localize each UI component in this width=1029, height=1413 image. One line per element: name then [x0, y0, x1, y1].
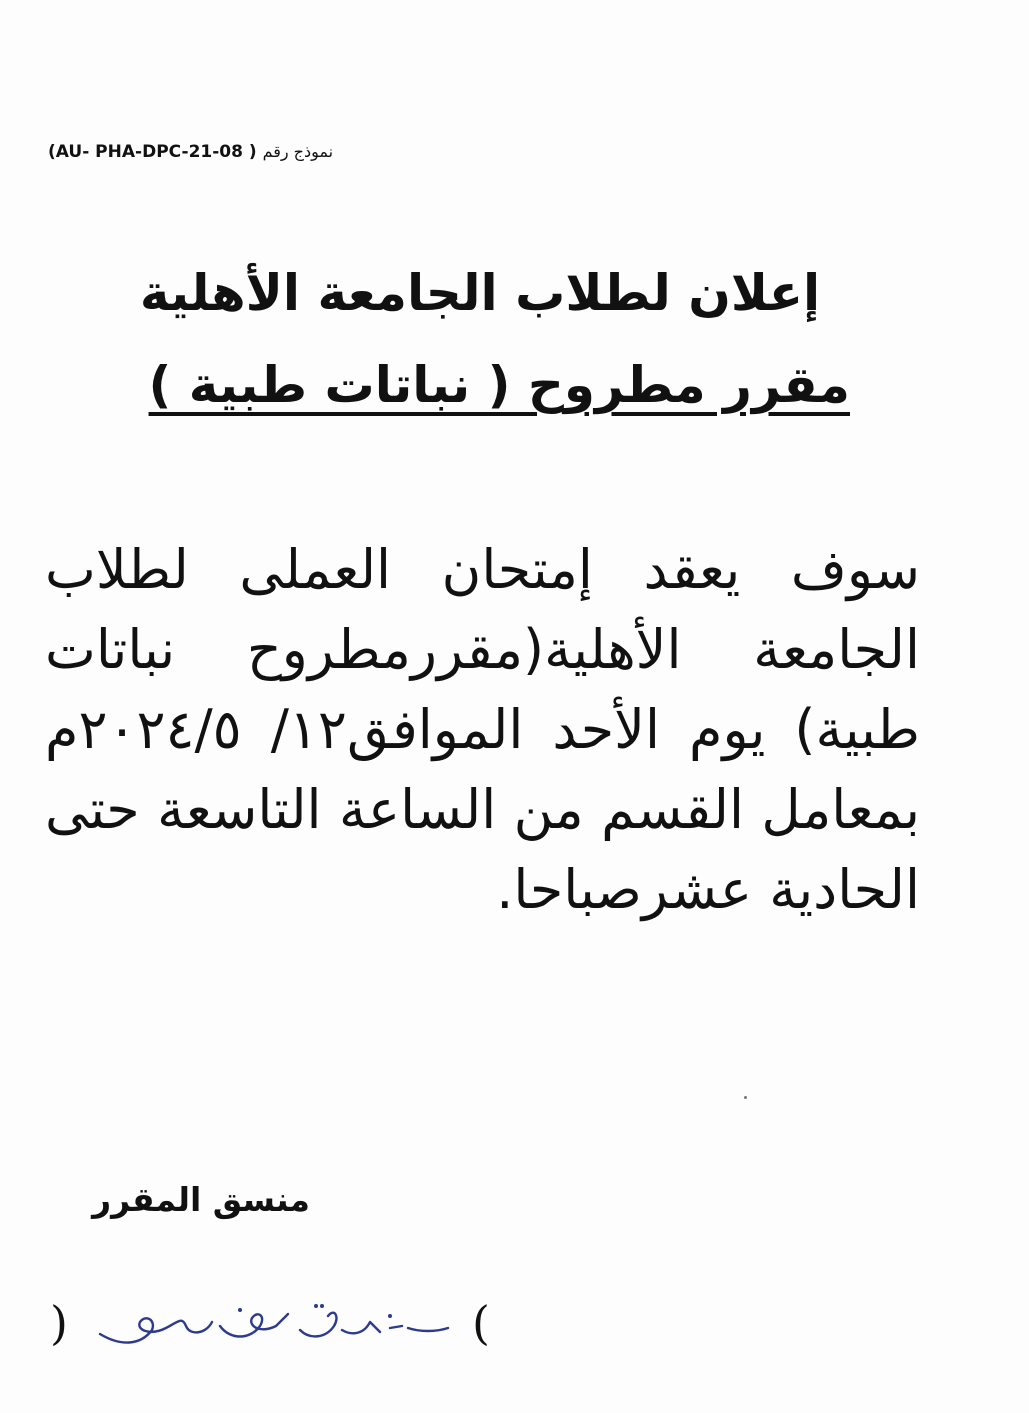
coordinator-signature-block	[50, 1292, 490, 1362]
signature-open-paren: )	[50, 1296, 68, 1350]
announcement-body: سوف يعقد إمتحان العملى لطلاب الجامعة الأهلية(مقررمطروح نباتات طبية) يوم الأحد الموافق١٢/ ٢٠٢٤/٥م بمعامل القسم من الساعة التاسعة حتى الحادية عشرصباحا.	[45, 538, 921, 921]
coordinator-title: منسق المقرر	[92, 1180, 310, 1219]
signature-drawing	[90, 1296, 460, 1352]
handwritten-signature	[90, 1296, 460, 1352]
form-number	[48, 142, 448, 162]
form-number-code: (AU- PHA-DPC-21-08 )	[48, 142, 257, 162]
form-number-label: نموذج رقم	[262, 142, 334, 161]
scan-speck	[744, 1096, 747, 1099]
signature-close-paren: (	[472, 1296, 490, 1350]
course-title: مقرر مطروح ( نباتات طبية )	[148, 356, 850, 414]
announcement-title: إعلان لطلاب الجامعة الأهلية	[139, 264, 821, 322]
